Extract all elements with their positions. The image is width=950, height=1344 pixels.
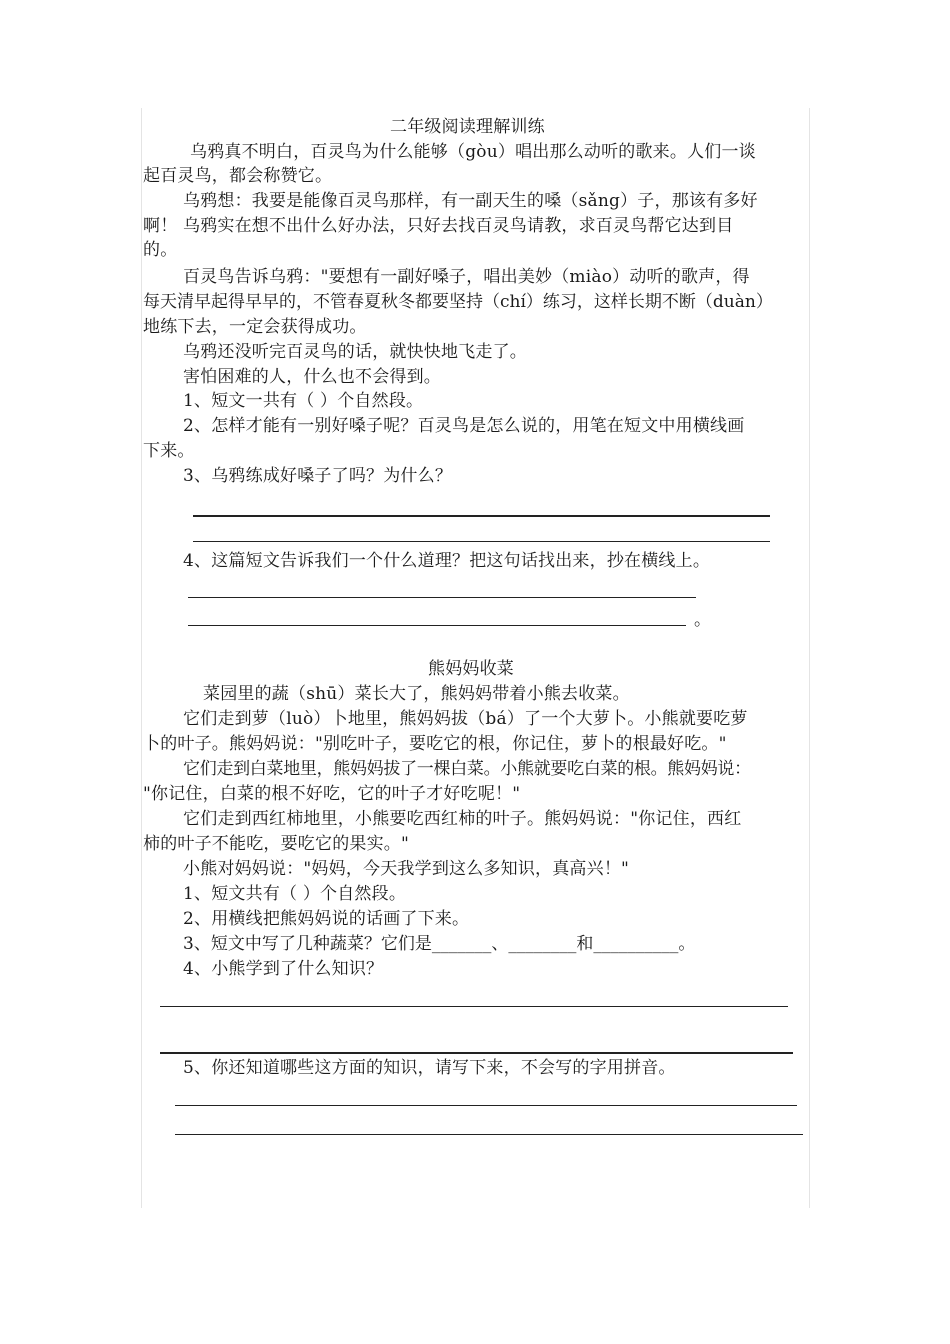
passage-line: 地练下去，一定会获得成功。 <box>143 317 367 337</box>
passage-title: 熊妈妈收菜 <box>428 659 514 679</box>
worksheet-title: 二年级阅读理解训练 <box>390 117 545 137</box>
answer-line[interactable] <box>160 1052 793 1054</box>
question-1: 1、短文共有（ ）个自然段。 <box>183 884 407 904</box>
answer-line[interactable] <box>193 515 770 517</box>
passage-line: 小熊对妈妈说："妈妈，今天我学到这么多知识，真高兴！" <box>183 859 630 879</box>
question-5: 5、你还知道哪些这方面的知识，请写下来，不会写的字用拼音。 <box>183 1058 676 1078</box>
passage-line: "你记住，白菜的根不好吃，它的叶子才好吃呢！" <box>143 784 521 804</box>
question-3: 3、乌鸦练成好嗓子了吗？为什么？ <box>183 466 453 486</box>
answer-line[interactable] <box>188 625 686 626</box>
passage-line: 它们走到西红柿地里，小熊要吃西红柿的叶子。熊妈妈说："你记住，西红 <box>183 809 742 829</box>
passage-line: 它们走到萝（luò）卜地里，熊妈妈拔（bá）了一个大萝卜。小熊就要吃萝 <box>183 709 748 729</box>
passage-line: 乌鸦真不明白，百灵鸟为什么能够（gòu）唱出那么动听的歌来。人们一谈 <box>190 142 756 162</box>
passage-line: 害怕困难的人，什么也不会得到。 <box>183 367 441 387</box>
question-2-cont: 下来。 <box>143 441 195 461</box>
passage-line: 乌鸦想：我要是能像百灵鸟那样，有一副天生的嗓（sǎng）子，那该有多好 <box>183 191 758 211</box>
passage-line: 乌鸦还没听完百灵鸟的话，就快快地飞走了。 <box>183 342 527 362</box>
passage-line: 每天清早起得早早的，不管春夏秋冬都要坚持（chí）练习，这样长期不断（duàn） <box>143 292 773 312</box>
passage-line: 它们走到白菜地里，熊妈妈拔了一棵白菜。小熊就要吃白菜的根。熊妈妈说： <box>183 759 751 779</box>
passage-line: 柿的叶子不能吃，要吃它的果实。" <box>143 834 410 854</box>
answer-line[interactable] <box>175 1105 797 1106</box>
passage-line: 起百灵鸟，都会称赞它。 <box>143 166 333 186</box>
question-2: 2、怎样才能有一别好嗓子呢？百灵鸟是怎么说的，用笔在短文中用横线画 <box>183 416 745 436</box>
passage-line: 百灵鸟告诉乌鸦："要想有一副好嗓子，唱出美妙（miào）动听的歌声，得 <box>183 267 750 287</box>
answer-end-mark: 。 <box>694 610 712 630</box>
question-4: 4、这篇短文告诉我们一个什么道理？把这句话找出来，抄在横线上。 <box>183 551 711 571</box>
answer-line[interactable] <box>193 541 770 542</box>
passage-line: 卜的叶子。熊妈妈说："别吃叶子，要吃它的根，你记住，萝卜的根最好吃。" <box>143 734 727 754</box>
answer-line[interactable] <box>160 1006 788 1007</box>
question-1: 1、短文一共有（ ）个自然段。 <box>183 391 424 411</box>
passage-line: 的。 <box>143 240 178 260</box>
answer-line[interactable] <box>188 597 696 598</box>
passage-line: 啊！ 乌鸦实在想不出什么好办法，只好去找百灵鸟请教，求百灵鸟帮它达到目 <box>143 216 734 236</box>
question-4: 4、小熊学到了什么知识？ <box>183 959 384 979</box>
question-3: 3、短文中写了几种蔬菜？它们是_______、________和__________。 <box>183 934 696 954</box>
answer-line[interactable] <box>175 1134 803 1135</box>
question-2: 2、用横线把熊妈妈说的话画了下来。 <box>183 909 470 929</box>
passage-line: 菜园里的蔬（shū）菜长大了，熊妈妈带着小熊去收菜。 <box>203 684 630 704</box>
